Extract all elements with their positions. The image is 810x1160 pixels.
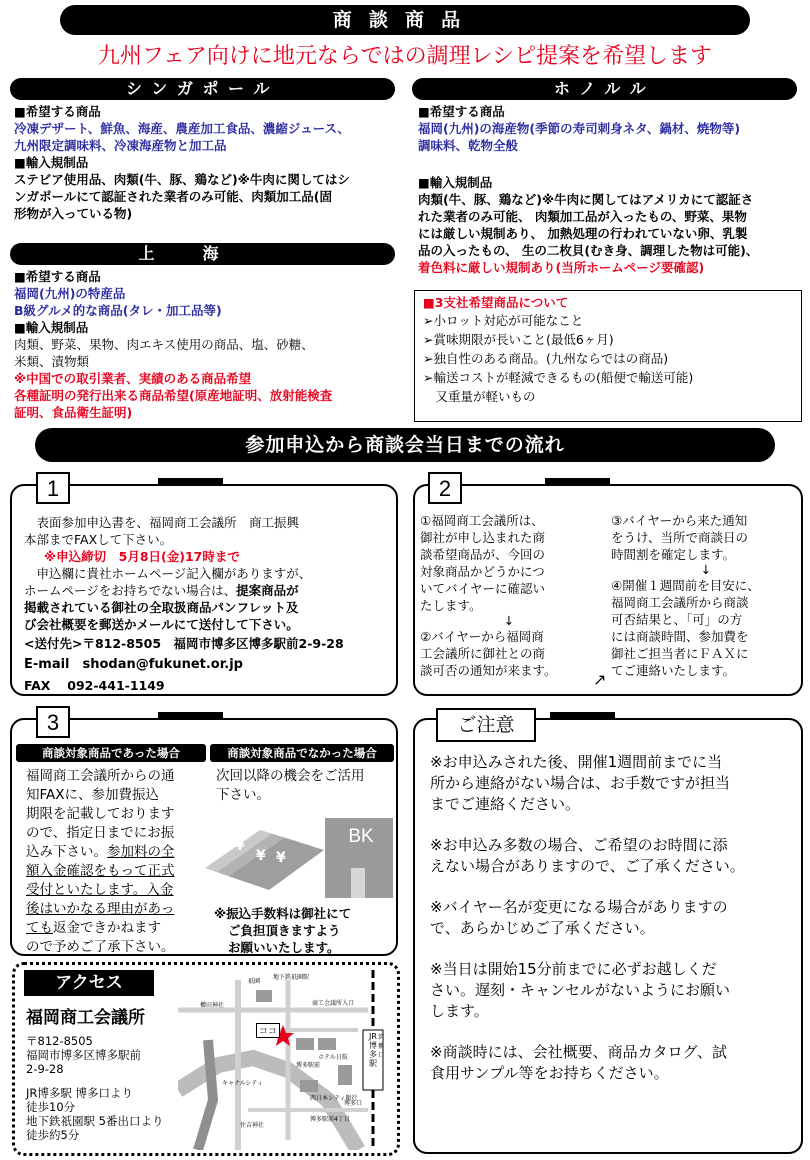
access-title: アクセス [24, 970, 154, 996]
step3-text: 次回以降の機会をご活用 [216, 768, 365, 784]
step1-body-bold: 提案商品が [236, 583, 299, 598]
notice-para [430, 897, 800, 939]
shanghai-title-bar [10, 243, 395, 265]
step1-line: 表面参加申込書を、福岡商工会議所 商工振興 [24, 515, 300, 530]
access-name: 福岡商工会議所 [26, 1008, 145, 1028]
notice-line: さい。遅刻・キャンセルがないようにお願い [430, 981, 731, 999]
river [198, 1040, 213, 1150]
yen-icon: ¥ [276, 850, 286, 866]
notice-title: ご注意 [457, 714, 515, 736]
shanghai-reg-label: ■輸入規制品 [14, 320, 89, 335]
honolulu-title-bar [412, 78, 797, 100]
honolulu-reg-red: 着色料に厳しい規制あり(当所ホームページ要確認) [418, 260, 705, 275]
map-label-nakasu: 博多駅前 [296, 1062, 321, 1069]
map-label-hotel: ホテル日航 [318, 1054, 348, 1061]
access-line: 徒歩10分 [26, 1100, 76, 1114]
step2-text: ①福岡商工会議所は、 [420, 513, 544, 528]
step2-text: には商談時間、参加費を [611, 629, 749, 644]
step1-body: 申込欄に貴社ホームページ記入欄がありますが、 [24, 566, 312, 581]
honolulu-reg-label: ■輸入規制品 [418, 175, 493, 190]
diagonal-arrow-icon: ↗ [593, 670, 607, 689]
singapore-reg-line: ンガポールにて認証された業者のみ可能、肉類加工品(固 [14, 189, 332, 204]
step3-underlined: ても [26, 920, 53, 936]
notice-para [430, 752, 800, 815]
flow-title: 参加申込から商談会当日までの流れ [245, 434, 565, 456]
access-line: 地下鉄祇園駅 5番出口より [26, 1114, 164, 1128]
access-line [26, 1076, 176, 1086]
step2-text: をうけ、当所で商談日の [611, 530, 749, 545]
singapore-title: シンガポール [126, 79, 279, 98]
access-line: 〒812-8505 [26, 1034, 93, 1048]
map-label-shoko: 商工会議所入口 [312, 1000, 355, 1007]
step1-body: ホームページをお持ちでない場合は、 [24, 583, 237, 598]
step3-right-text [216, 767, 396, 805]
access-map [178, 970, 394, 1150]
shanghai-wanted-line: 福岡(九州)の特産品 [14, 286, 126, 301]
page-subtitle: 九州フェア向けに地元ならではの調理レシピ提案を希望します [97, 44, 713, 69]
step3-tab [158, 712, 223, 718]
down-arrow-icon: ↓ [700, 562, 712, 577]
notice-tab [550, 712, 615, 718]
honolulu-wanted-label: ■希望する商品 [418, 104, 505, 119]
yen-icon: ¥ [235, 838, 245, 854]
honolulu-wanted-line: 調味料、乾物全般 [418, 138, 519, 153]
step2-text: ②バイヤーから福岡商 [420, 629, 544, 644]
step2-text: てご連絡いたします。 [611, 663, 736, 678]
step1-number: 1 [36, 472, 70, 504]
map-label-kushida: 櫛田神社 [200, 1002, 225, 1009]
page-title: 商談商品 [332, 9, 478, 31]
branches-item: 又重量が軽いもの [423, 389, 536, 404]
map-label-hakata-guchi: 博多口 [344, 1100, 363, 1107]
step3-number: 3 [36, 706, 70, 738]
branches-box [414, 290, 802, 422]
step1-line: 本部までFAXして下さい。 [24, 532, 173, 547]
notice-para [430, 835, 800, 877]
step3-note-line: お願いいたします。 [228, 940, 340, 955]
shanghai-title: 上海 [138, 244, 267, 263]
access-line: 福岡市博多区博多駅前 [26, 1048, 141, 1062]
step2-number: 2 [428, 472, 462, 504]
step2-text: 工会議所に御社との商 [420, 646, 546, 661]
step2-left [420, 512, 598, 679]
shanghai-red-line: 証明、食品衛生証明) [14, 405, 133, 420]
branches-item: ➢賞味期限が長いこと(最低6ヶ月) [423, 332, 614, 347]
step3-right-head: 商談対象商品でなかった場合 [210, 744, 394, 762]
shanghai-red-line: 各種証明の発行出来る商品希望(原産地証明、放射能検査 [14, 388, 333, 403]
step2-tab [545, 478, 610, 484]
step3-text: ので予めご了承下さい。 [26, 939, 175, 955]
step3-left-text [26, 767, 208, 957]
step3-note-line: ※振込手数料は御社にて [214, 906, 352, 921]
honolulu-title: ホノルル [553, 79, 656, 98]
honolulu-reg-line: 肉類(牛、豚、鶏など)※牛肉に関してはアメリカにて認証さ [418, 192, 754, 207]
step3-text: 知FAXに、参加費振込 [26, 787, 160, 803]
singapore-wanted-line: 冷凍デザート、鮮魚、海産、農産加工食品、濃縮ジュース、 [14, 121, 350, 136]
step1-tab [158, 478, 223, 484]
notice-para [430, 1042, 800, 1084]
access-line: JR博多駅 博多口より [26, 1086, 134, 1100]
yen-icon: ¥ [256, 848, 266, 864]
step1-content [24, 514, 394, 694]
step2-right [611, 512, 801, 679]
honolulu-reg-line: 品の入ったもの、 生の二枚貝(むき身、調理した物は可能)、 [418, 243, 759, 258]
notice-line: ※当日は開始15分前までに必ずお越しくだ [430, 960, 717, 978]
notice-line: ※お申込みされた後、開催1週間前までに当 [430, 753, 723, 771]
notice-para [430, 959, 800, 1022]
notice-content [430, 752, 800, 1084]
step3-note [214, 905, 394, 956]
map-label-nishinihon: 西日本シティ銀行 [310, 1095, 358, 1102]
branches-item: ➢小ロット対応が可能なこと [423, 313, 584, 328]
map-label-chikushi: 筑紫口 [378, 1034, 385, 1059]
header-title-bar [60, 5, 750, 35]
step2-text: 可否結果と、「可」の方 [611, 612, 743, 627]
notice-line: ※お申込み多数の場合、ご希望のお時間に添 [430, 836, 728, 854]
map-label-koko: ココ [256, 1023, 280, 1038]
step2-text: たします。 [420, 598, 482, 613]
notice-line: えない場合がありますので、ご了承ください。 [430, 857, 745, 875]
map-label-hakataeki: 博多駅前4丁目 [310, 1116, 350, 1123]
step3-text: 期限を記載しております [26, 806, 175, 822]
step2-text: ④開催１週間前を目安に、 [611, 578, 760, 593]
branches-item: ➢独自性のある商品。(九州ならではの商品) [423, 351, 669, 366]
singapore-reg-label: ■輸入規制品 [14, 155, 89, 170]
step1-bold-line: び会社概要を郵送かメールにて送付して下さい。 [24, 617, 299, 632]
step2-text: 談希望商品が、今回の [420, 547, 546, 562]
step2-text: 談可否の通知が来ます。 [420, 663, 557, 678]
map-label-gion: 祇園 [248, 978, 261, 985]
step3-text: 返金できかねます [53, 920, 161, 936]
step2-text: 時間割を確定します。 [611, 547, 736, 562]
access-info [26, 1034, 176, 1142]
notice-line: までご連絡ください。 [430, 795, 581, 813]
map-label-sumiyoshi: 住吉神社 [240, 1122, 265, 1129]
step2-text: ③バイヤーから来た通知 [611, 513, 748, 528]
branches-title: ■3支社希望商品について [423, 295, 569, 310]
bank-illustration [205, 810, 395, 900]
step1-bold-line: 掲載されている御社の全取扱商品パンフレット及 [24, 600, 299, 615]
honolulu-wanted-line: 福岡(九州)の海産物(季節の寿司刺身ネタ、鍋材、焼物等) [418, 121, 741, 136]
shanghai-section [14, 268, 404, 421]
step1-fax: FAX 092-441-1149 [24, 678, 165, 693]
step3-underlined: 受付といたします。入金 [26, 882, 174, 898]
singapore-wanted-label: ■希望する商品 [14, 104, 101, 119]
access-line: 2-9-28 [26, 1062, 64, 1076]
step3-underlined: 後はいかなる理由があっ [26, 901, 175, 917]
shanghai-reg-line: 肉類、野菜、果物、肉エキス使用の商品、塩、砂糖、 [14, 337, 314, 352]
step1-email[interactable]: E-mail shodan@fukunet.or.jp [24, 657, 243, 672]
down-arrow-icon: ↓ [503, 613, 515, 628]
step1-deadline: ※申込締切 5月8日(金)17時まで [44, 549, 240, 564]
access-line: 徒歩約5分 [26, 1128, 80, 1142]
branches-item: ➢輸送コストが軽減できるもの(船便で輸送可能) [423, 370, 694, 385]
honolulu-reg-line: には厳しい規制あり、 加熱処理の行われていない卵、乳製 [418, 226, 748, 241]
step1-address: <送付先>〒812-8505 福岡市博多区博多駅前2-9-28 [24, 636, 344, 651]
notice-line: で、あらかじめご了承ください。 [430, 919, 655, 937]
step3-underlined: 参加料の全 [107, 844, 175, 860]
honolulu-reg-line: れた業者のみ可能、 肉類加工品が入ったもの、野菜、果物 [418, 209, 747, 224]
step3-note-line: ご負担頂きますよう [228, 923, 341, 938]
step2-text: いてバイヤーに確認い [420, 581, 546, 596]
notice-line: します。 [430, 1002, 489, 1020]
notice-line: 所から連絡がない場合は、お手数ですが担当 [430, 774, 731, 792]
step3-underlined: 額入金確認をもって正式 [26, 863, 175, 879]
step3-text: 福岡商工会議所からの通 [26, 768, 175, 784]
step3-text: 込み下さい。 [26, 844, 107, 860]
step2-text: 御社ご担当者にＦＡＸに [611, 646, 749, 661]
shanghai-reg-line: 米類、漬物類 [14, 354, 90, 369]
map-label-canal: キャナルシティ [222, 1080, 264, 1087]
shanghai-red-line: ※中国での取引業者、実績のある商品希望 [14, 371, 252, 386]
bank-label: BK [348, 826, 374, 847]
singapore-reg-line: ステビア使用品、肉類(牛、豚、鶏など)※牛肉に関してはシ [14, 172, 350, 187]
notice-line: 食用サンプル等をお持ちください。 [430, 1064, 669, 1082]
honolulu-section [418, 103, 803, 276]
step3-text: ので、指定日までにお振 [26, 825, 175, 841]
singapore-title-bar [10, 78, 395, 100]
singapore-reg-line: 形物が入っている物) [14, 206, 133, 221]
step2-text: 福岡商工会議所から商談 [611, 595, 749, 610]
notice-line: ※商談時には、会社概要、商品カタログ、試 [430, 1043, 727, 1061]
step2-text: 御社が申し込まれた商 [420, 530, 546, 545]
notice-line: ※バイヤー名が変更になる場合がありますの [430, 898, 728, 916]
step2-text: 対象商品かどうかにつ [420, 564, 545, 579]
flow-title-bar [35, 428, 775, 462]
step3-left-head: 商談対象商品であった場合 [16, 744, 206, 762]
map-label-jr: JR博多駅 [369, 1032, 377, 1068]
step3-text: 下さい。 [216, 787, 270, 803]
singapore-section [14, 103, 399, 222]
map-label-chikatetsu: 地下鉄祇園駅 [273, 974, 310, 981]
shanghai-wanted-label: ■希望する商品 [14, 269, 101, 284]
shanghai-wanted-line: B級グルメ的な商品(タレ・加工品等) [14, 303, 222, 318]
singapore-wanted-line: 九州限定調味料、冷凍海産物と加工品 [14, 138, 227, 153]
